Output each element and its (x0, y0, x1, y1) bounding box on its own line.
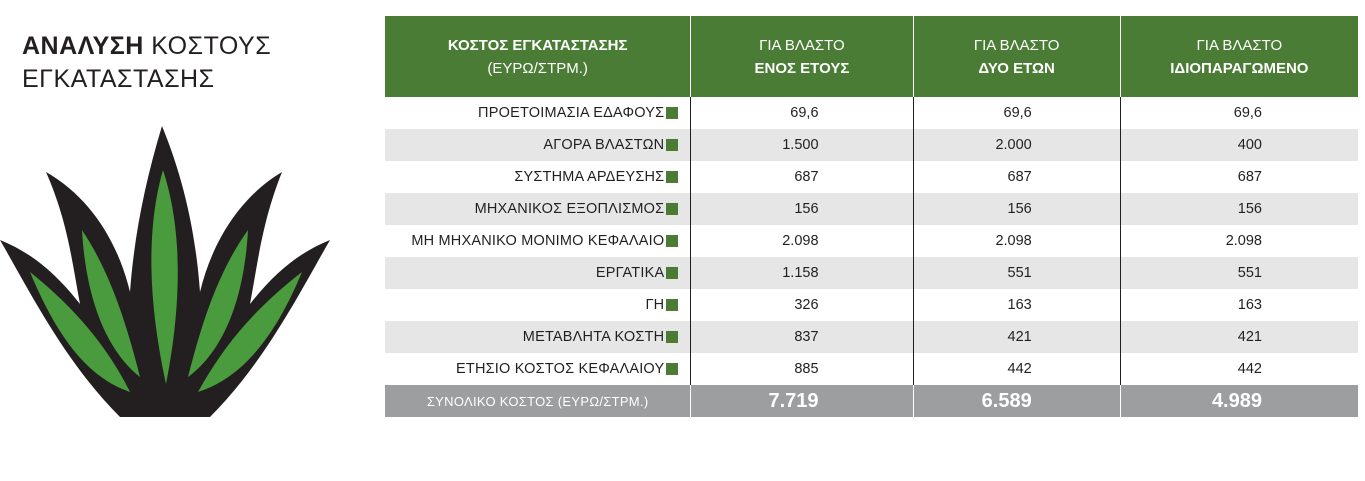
row-label-cell (385, 321, 691, 353)
table-row (385, 97, 1358, 129)
table-header (385, 16, 1358, 97)
green-square-icon (666, 299, 678, 311)
total-label: ΣΥΝΟΛΙΚΟ ΚΟΣΤΟΣ (ΕΥΡΩ/ΣΤΡΜ.) (385, 385, 691, 417)
row-value-self-produced: 687 (1120, 161, 1358, 193)
green-square-icon (666, 363, 678, 375)
row-label: ΕΡΓΑΤΙΚΑ (595, 265, 665, 281)
header-col0-line2: (ΕΥΡΩ/ΣΤΡΜ.) (487, 59, 588, 77)
row-value-one-year: 156 (691, 193, 913, 225)
title-line-1 (22, 30, 271, 63)
table-row (385, 225, 1358, 257)
table-row (385, 257, 1358, 289)
header-two-year-col (913, 16, 1120, 97)
row-value-one-year: 2.098 (691, 225, 913, 257)
total-one-year: 7.719 (691, 385, 913, 417)
row-label: ΜΕΤΑΒΛΗΤΑ ΚΟΣΤΗ (522, 329, 665, 345)
row-label-cell (385, 97, 691, 129)
row-label: ΑΓΟΡΑ ΒΛΑΣΤΩΝ (543, 137, 665, 153)
row-value-one-year: 687 (691, 161, 913, 193)
row-label-cell (385, 193, 691, 225)
header-col3-line2: ΙΔΙΟΠΑΡΑΓΩΜΕΝΟ (1170, 59, 1309, 77)
agave-plant-logo (0, 122, 330, 422)
header-col1-line1: ΓΙΑ ΒΛΑΣΤΟ (759, 36, 845, 54)
table-row (385, 353, 1358, 385)
row-label-cell (385, 353, 691, 385)
table-row (385, 321, 1358, 353)
header-cost-col (385, 16, 691, 97)
header-col0-line1: ΚΟΣΤΟΣ ΕΓΚΑΤΑΣΤΑΣΗΣ (447, 36, 628, 54)
row-label-cell (385, 257, 691, 289)
green-square-icon (666, 139, 678, 151)
row-value-self-produced: 2.098 (1120, 225, 1358, 257)
green-square-icon (666, 107, 678, 119)
title-rest-1: ΚΟΣΤΟΥΣ (151, 32, 272, 60)
row-value-one-year: 69,6 (691, 97, 913, 129)
row-label: ΜΗΧΑΝΙΚΟΣ ΕΞΟΠΛΙΣΜΟΣ (474, 201, 665, 217)
header-self-produced-col (1120, 16, 1358, 97)
row-value-self-produced: 156 (1120, 193, 1358, 225)
total-self-produced: 4.989 (1120, 385, 1358, 417)
header-one-year-col (691, 16, 913, 97)
green-square-icon (666, 235, 678, 247)
total-two-year: 6.589 (913, 385, 1120, 417)
row-value-one-year: 885 (691, 353, 913, 385)
row-value-self-produced: 69,6 (1120, 97, 1358, 129)
title-rest-2: ΕΓΚΑΤΑΣΤΑΣΗΣ (22, 65, 215, 93)
row-value-two-year: 687 (913, 161, 1120, 193)
table-row (385, 289, 1358, 321)
title-bold: ΑΝΑΛΥΣΗ (22, 32, 144, 60)
row-value-self-produced: 421 (1120, 321, 1358, 353)
row-value-one-year: 837 (691, 321, 913, 353)
row-label: ΕΤΗΣΙΟ ΚΟΣΤΟΣ ΚΕΦΑΛΑΙΟΥ (456, 361, 665, 377)
table-row (385, 193, 1358, 225)
row-value-self-produced: 551 (1120, 257, 1358, 289)
row-label-cell (385, 225, 691, 257)
row-value-two-year: 2.000 (913, 129, 1120, 161)
header-col3-line1: ΓΙΑ ΒΛΑΣΤΟ (1196, 36, 1283, 54)
header-col2-line2: ΔΥΟ ΕΤΩΝ (978, 59, 1055, 77)
row-value-two-year: 69,6 (913, 97, 1120, 129)
row-label: ΓΗ (645, 297, 665, 313)
green-square-icon (666, 203, 678, 215)
row-value-self-produced: 163 (1120, 289, 1358, 321)
row-label: ΣΥΣΤΗΜΑ ΑΡΔΕΥΣΗΣ (514, 169, 665, 185)
row-label-cell (385, 289, 691, 321)
header-col1-line2: ΕΝΟΣ ΕΤΟΥΣ (754, 59, 850, 77)
row-value-two-year: 2.098 (913, 225, 1120, 257)
row-value-two-year: 163 (913, 289, 1120, 321)
row-label-cell (385, 129, 691, 161)
table-row (385, 129, 1358, 161)
header-col2-line1: ΓΙΑ ΒΛΑΣΤΟ (973, 36, 1060, 54)
row-label-cell (385, 161, 691, 193)
green-square-icon (666, 331, 678, 343)
green-square-icon (666, 171, 678, 183)
row-value-two-year: 156 (913, 193, 1120, 225)
row-value-two-year: 421 (913, 321, 1120, 353)
row-value-two-year: 551 (913, 257, 1120, 289)
row-value-two-year: 442 (913, 353, 1120, 385)
total-row (385, 385, 1358, 417)
table-row (385, 161, 1358, 193)
row-label: ΠΡΟΕΤΟΙΜΑΣΙΑ ΕΔΑΦΟΥΣ (478, 105, 665, 121)
green-square-icon (666, 267, 678, 279)
cost-table (385, 16, 1358, 417)
row-value-self-produced: 442 (1120, 353, 1358, 385)
page-title (22, 30, 271, 96)
row-label: ΜΗ ΜΗΧΑΝΙΚΟ ΜΟΝΙΜΟ ΚΕΦΑΛΑΙΟ (411, 233, 665, 249)
row-value-one-year: 326 (691, 289, 913, 321)
row-value-self-produced: 400 (1120, 129, 1358, 161)
row-value-one-year: 1.158 (691, 257, 913, 289)
row-value-one-year: 1.500 (691, 129, 913, 161)
